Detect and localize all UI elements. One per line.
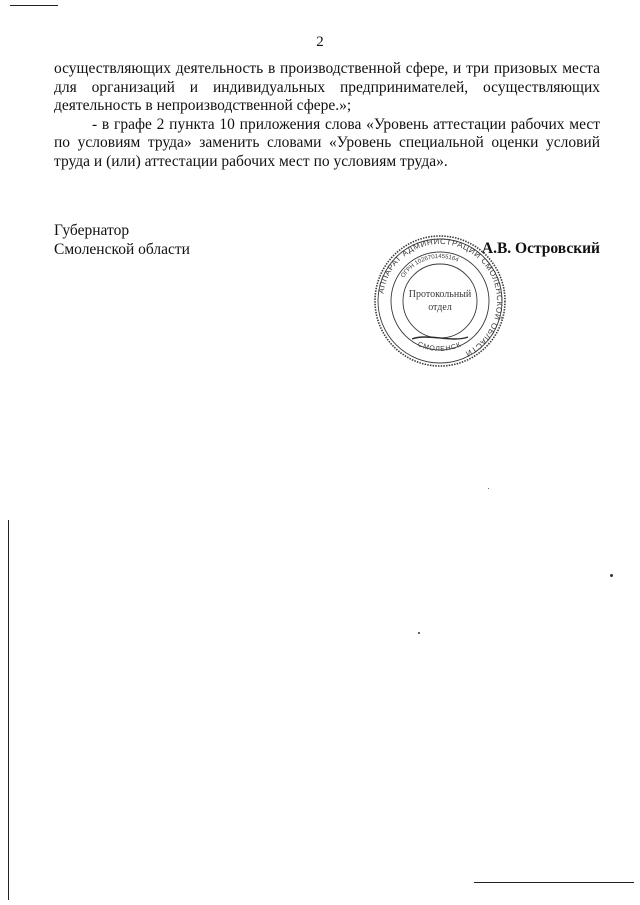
scan-speck — [610, 574, 613, 577]
scan-edge-line-left — [8, 520, 9, 900]
stamp-inner-line-2: отдел — [428, 302, 452, 313]
official-seal-stamp — [372, 235, 508, 367]
stamp-ogrn-text: ОГРН 1026701455164 — [400, 253, 460, 280]
paragraph-amendment: - в графе 2 пункта 10 приложения слова «Уровень аттестации рабочих мест по условиям труда» заменить словами «Уровень специальной оценки условий труда и (или) аттестации рабочих мест по условиям труда». — [54, 115, 600, 170]
stamp-ring-3 — [391, 252, 489, 350]
signer-title-line-1: Губернатор — [54, 222, 130, 239]
page-number: 2 — [316, 34, 324, 50]
scan-edge-line-top — [10, 5, 58, 6]
document-body — [54, 60, 600, 171]
stamp-inner-line-1: Протокольный — [408, 289, 472, 300]
signer-block — [54, 222, 190, 259]
scan-speck — [418, 632, 420, 634]
paragraph-continuation: осуществляющих деятельность в производственной сфере, и три призовых места для организаций и индивидуальных предпринимателей, осуществляющих деятельность в непроизводственной сфере.»; — [54, 60, 600, 114]
handwritten-mark — [412, 337, 468, 339]
stamp-ring-text: АППАРАТ АДМИНИСТРАЦИИ СМОЛЕНСКОЙ ОБЛАСТИ — [376, 236, 505, 359]
scan-speck — [488, 488, 489, 489]
signer-name: А.В. Островский — [481, 240, 600, 257]
stamp-inner-ring — [403, 264, 477, 338]
scan-edge-line-bottom — [474, 882, 634, 883]
signer-title-line-2: Смоленской области — [54, 240, 190, 258]
stamp-city-text: СМОЛЕНСК — [416, 341, 463, 354]
